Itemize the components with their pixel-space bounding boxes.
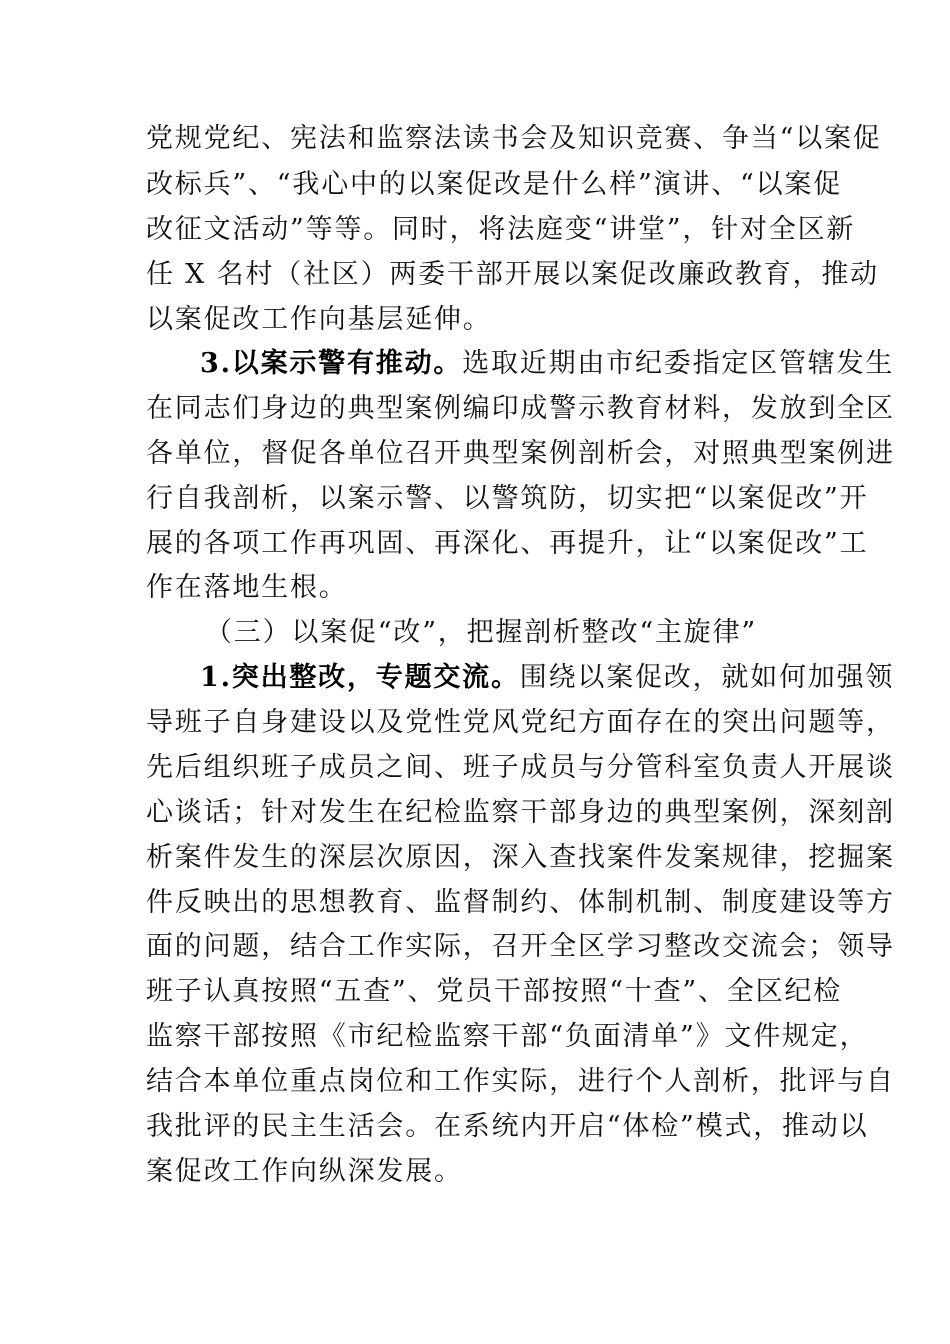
paragraph-line: 任 X 名村（社区）两委干部开展以案促改廉政教育，推动: [146, 259, 879, 290]
paragraph-line: 导班子自身建设以及党性党风党纪方面存在的突出问题等，: [146, 707, 895, 738]
paragraph-line: 展的各项工作再巩固、再深化、再提升，让“以案促改”工: [146, 528, 869, 559]
paragraph-line: 析案件发生的深层次原因，深入查找案件发案规律，挖掘案: [146, 842, 895, 873]
bold-lead-rectification: 1.突出整改，专题交流。: [200, 662, 520, 693]
paragraph-line: 件反映出的思想教育、监督制约、体制机制、制度建设等方: [146, 887, 895, 918]
paragraph-line: 作在落地生根。: [146, 572, 348, 603]
paragraph-line: 监察干部按照《市纪检监察干部“负面清单”》文件规定，: [146, 1021, 869, 1052]
paragraph-line: 各单位，督促各单位召开典型案例剖析会，对照典型案例进: [146, 438, 895, 469]
paragraph-line: 面的问题，结合工作实际，召开全区学习整改交流会；领导: [146, 931, 895, 962]
bold-lead-warning: 3.以案示警有推动。: [200, 348, 463, 379]
section-heading: （三）以案促“改”，把握剖析整改“主旋律”: [205, 617, 758, 648]
paragraph-line: 改标兵”、“我心中的以案促改是什么样”演讲、“以案促: [146, 169, 843, 200]
paragraph-line: 结合本单位重点岗位和工作实际，进行个人剖析，批评与自: [146, 1066, 895, 1097]
paragraph-line: 我批评的民主生活会。在系统内开启“体检”模式，推动以: [146, 1111, 869, 1142]
paragraph-line: 以案促改工作向基层延伸。: [146, 304, 492, 335]
paragraph-line: 先后组织班子成员之间、班子成员与分管科室负责人开展谈: [146, 752, 895, 783]
paragraph-line: 心谈话；针对发生在纪检监察干部身边的典型案例，深刻剖: [146, 797, 895, 828]
paragraph-line: 在同志们身边的典型案例编印成警示教育材料，发放到全区: [146, 393, 895, 424]
paragraph-first-line: [200, 341, 895, 387]
paragraph-line: 党规党纪、宪法和监察法读书会及知识竞赛、争当“以案促: [146, 123, 882, 154]
paragraph-line: 改征文活动”等等。同时，将法庭变“讲堂”，针对全区新: [146, 214, 856, 245]
paragraph-text: 围绕以案促改，就如何加强领: [519, 662, 895, 693]
paragraph-first-line: [200, 655, 895, 701]
paragraph-line: 班子认真按照“五查”、党员干部按照“十查”、全区纪检: [146, 976, 843, 1007]
paragraph-line: 行自我剖析，以案示警、以警筑防，切实把“以案促改”开: [146, 483, 869, 514]
paragraph-text: 选取近期由市纪委指定区管辖发生: [462, 348, 895, 379]
paragraph-line: 案促改工作向纵深发展。: [146, 1156, 463, 1187]
